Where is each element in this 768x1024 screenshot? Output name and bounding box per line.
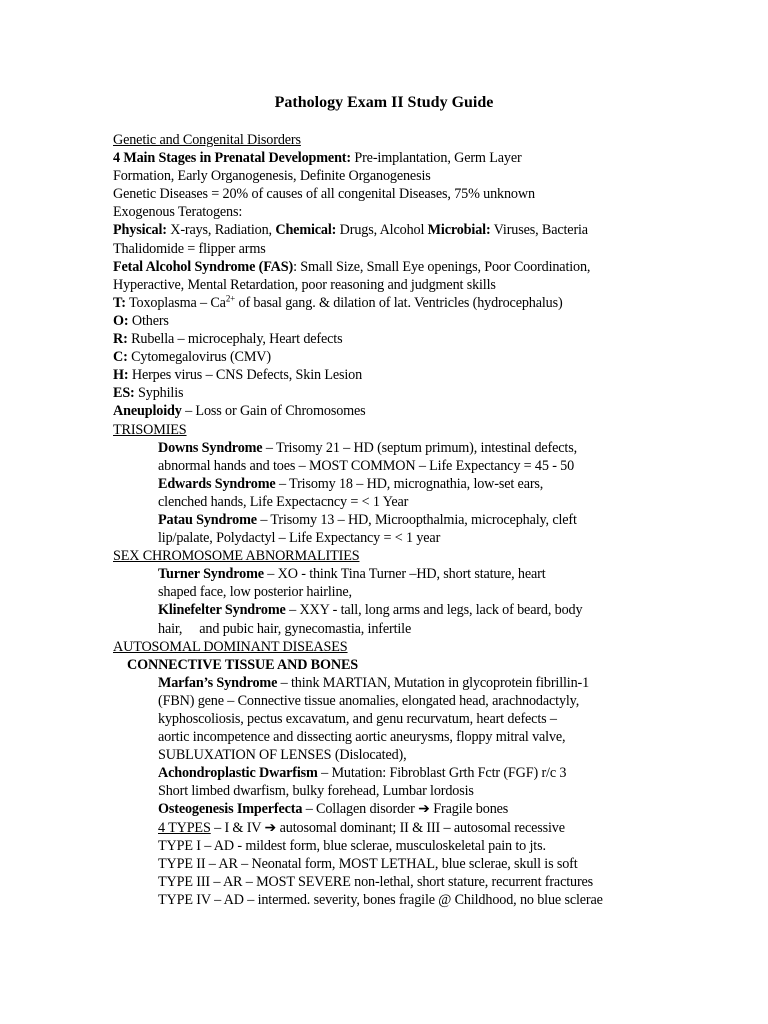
line-oi-type-2: TYPE II – AR – Neonatal form, MOST LETHAL, blue sclerae, skull is soft	[158, 855, 578, 872]
line-achondroplasia: Achondroplastic Dwarfism – Mutation: Fibroblast Grth Fctr (FGF) r/c 3	[158, 765, 567, 782]
line-oi-type-1: TYPE I – AD - mildest form, blue sclerae, musculoskeletal pain to jts.	[158, 837, 546, 854]
line-klinefelter-cont: hair, and pubic hair, gynecomastia, infertile	[158, 620, 412, 637]
line-marfan-cont-2: kyphoscoliosis, pectus excavatum, and genu recurvatum, heart defects –	[158, 711, 557, 727]
line-achondroplasia-cont: Short limbed dwarfism, bulky forehead, Lumbar lordosis	[158, 783, 474, 800]
line-marfan-cont-1: (FBN) gene – Connective tissue anomalies, elongated head, arachnodactyly,	[158, 692, 580, 709]
section-heading-trisomies: TRISOMIES	[113, 421, 187, 438]
line-edwards-cont: clenched hands, Life Expectacncy = < 1 Year	[158, 493, 409, 510]
line-genetic-diseases: Genetic Diseases = 20% of causes of all congenital Diseases, 75% unknown	[113, 186, 535, 203]
line-teratogen-types: Physical: X-rays, Radiation, Chemical: Drugs, Alcohol Microbial: Viruses, Bacteria	[113, 222, 588, 239]
line-osteogenesis: Osteogenesis Imperfecta – Collagen disorder ➔ Fragile bones	[158, 801, 509, 818]
line-turner-cont: shaped face, low posterior hairline,	[158, 584, 352, 601]
line-edwards: Edwards Syndrome – Trisomy 18 – HD, micrognathia, low-set ears,	[158, 475, 544, 492]
subheading-connective-tissue: CONNECTIVE TISSUE AND BONES	[127, 656, 359, 673]
document-title: Pathology Exam II Study Guide	[274, 94, 494, 111]
line-downs: Downs Syndrome – Trisomy 21 – HD (septum primum), intestinal defects,	[158, 439, 577, 456]
line-fas: Fetal Alcohol Syndrome (FAS): Small Size, Small Eye openings, Poor Coordination,	[113, 258, 591, 275]
line-marfan-cont-4: SUBLUXATION OF LENSES (Dislocated),	[158, 747, 407, 764]
line-turner: Turner Syndrome – XO - think Tina Turner –HD, short stature, heart	[158, 566, 546, 583]
line-klinefelter: Klinefelter Syndrome – XXY - tall, long arms and legs, lack of beard, body	[158, 602, 583, 619]
section-heading-autosomal-dominant: AUTOSOMAL DOMINANT DISEASES	[113, 638, 348, 655]
line-torches-o: O: Others	[113, 312, 169, 329]
line-torches-h: H: Herpes virus – CNS Defects, Skin Lesion	[113, 367, 363, 384]
line-patau: Patau Syndrome – Trisomy 13 – HD, Microopthalmia, microcephaly, cleft	[158, 511, 577, 528]
line-aneuploidy: Aneuploidy – Loss or Gain of Chromosomes	[113, 403, 366, 420]
line-patau-cont: lip/palate, Polydactyl – Life Expectancy = < 1 year	[158, 530, 441, 547]
study-guide-body	[113, 131, 753, 909]
line-marfan: Marfan’s Syndrome – think MARTIAN, Mutation in glycoprotein fibrillin-1	[158, 674, 590, 691]
line-torches-r: R: Rubella – microcephaly, Heart defects	[113, 331, 343, 348]
line-torches-es: ES: Syphilis	[113, 385, 184, 402]
line-fas-cont: Hyperactive, Mental Retardation, poor reasoning and judgment skills	[113, 276, 496, 293]
line-prenatal-stages: 4 Main Stages in Prenatal Development: Pre-implantation, Germ Layer	[113, 150, 522, 167]
line-teratogens: Exogenous Teratogens:	[113, 204, 243, 221]
line-marfan-cont-3: aortic incompetence and dissecting aortic aneurysms, floppy mitral valve,	[158, 729, 566, 746]
line-torches-c: C: Cytomegalovirus (CMV)	[113, 349, 271, 366]
line-torches-t: T: Toxoplasma – $Ca^{2+}$ of basal gang. & dilation of lat. Ventricles (hydrocephalus)	[113, 293, 563, 311]
line-downs-cont: abnormal hands and toes – MOST COMMON – Life Expectancy = 45 - 50	[158, 457, 575, 474]
line-prenatal-stages-cont: Formation, Early Organogenesis, Definite Organogenesis	[113, 168, 431, 185]
line-thalidomide: Thalidomide = flipper arms	[113, 240, 266, 257]
line-oi-types: 4 TYPES – I & IV ➔ autosomal dominant; II & III – autosomal recessive	[158, 819, 565, 836]
section-heading-sex-chromosome: SEX CHROMOSOME ABNORMALITIES	[113, 548, 360, 565]
line-oi-type-4: TYPE IV – AD – intermed. severity, bones fragile @ Childhood, no blue sclerae	[158, 891, 603, 908]
section-heading-genetic: Genetic and Congenital Disorders	[113, 132, 301, 148]
line-oi-type-3: TYPE III – AR – MOST SEVERE non-lethal, short stature, recurrent fractures	[158, 873, 594, 890]
